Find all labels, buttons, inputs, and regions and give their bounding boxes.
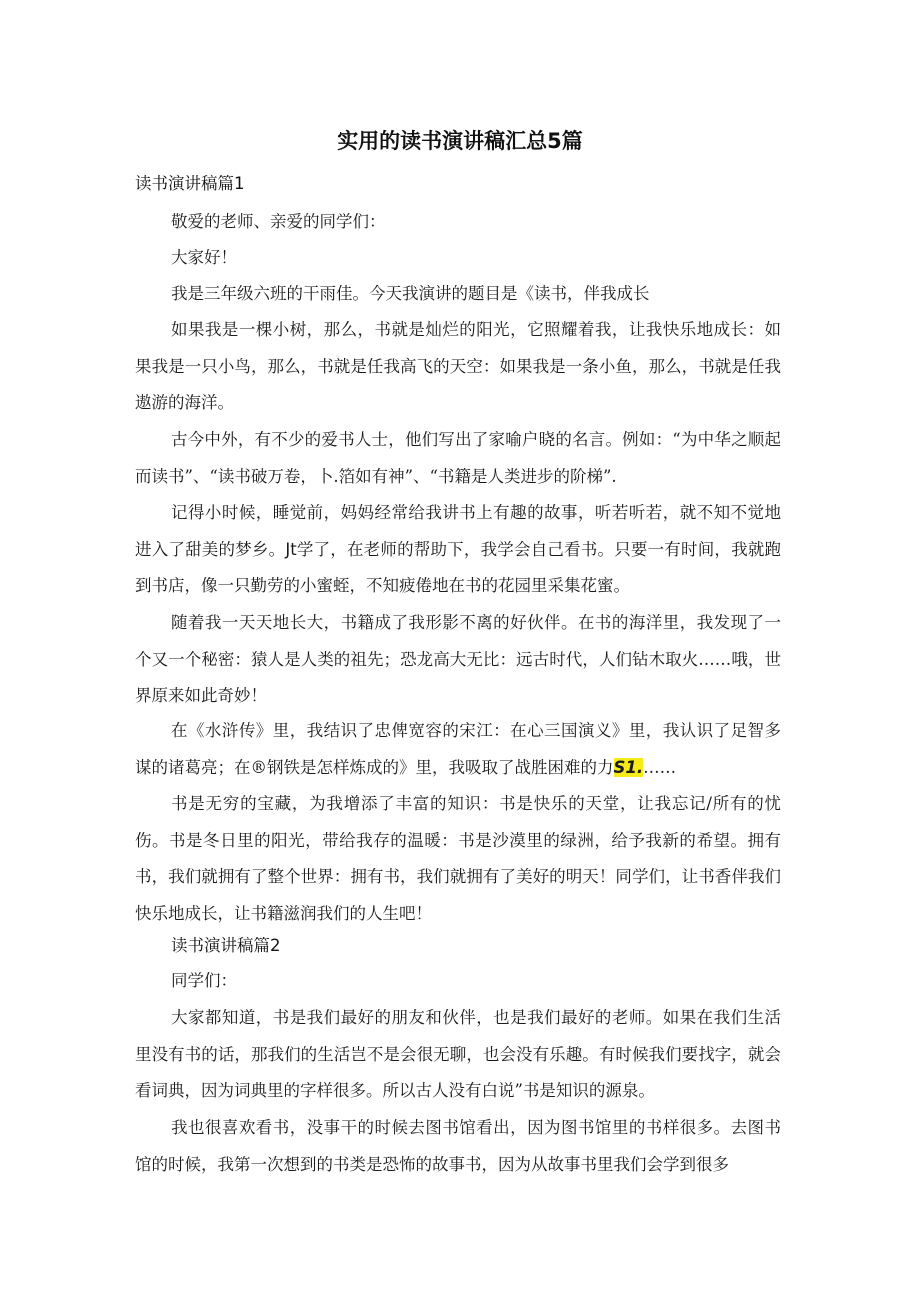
paragraph — [135, 495, 781, 605]
paragraph: 敬爱的老师、亲爱的同学们： — [171, 212, 386, 231]
jt-text: Jt — [285, 539, 297, 559]
section-2-heading: 读书演讲稿篇2 — [171, 936, 281, 955]
paragraph: 古今中外，有不少的爱书人士，他们写出了家喻户晓的名言。例如：“为中华之顺起而读书”、“读书破万卷，卜.箔如有神”、“书籍是人类进步的阶梯”. — [135, 430, 781, 486]
paragraph: 书是无穷的宝藏，为我增添了丰富的知识：书是快乐的天堂，让我忘记/所有的忧伤。书是冬日里的阳光，带给我存的温暖：书是沙漠里的绿洲，给予我新的希望。拥有书，我们就拥有了整个世界：拥有书，我们就拥有了美好的明天！同学们，让书香伴我们快乐地成长，让书籍滋润我们的人生吧！ — [135, 794, 781, 923]
paragraph: 大家都知道，书是我们最好的朋友和伙伴，也是我们最好的老师。如果在我们生活里没有书的话，那我们的生活岂不是会很无聊，也会没有乐趣。有时候我们要找字，就会看词典，因为词典里的字样很多。所以古人没有白说”书是知识的源泉。 — [135, 1008, 781, 1101]
document-title: 实用的读书演讲稿汇总5篇 — [337, 129, 583, 153]
paragraph-text: 记得小时候，睡觉前，妈妈经常给我讲书上有趣的故事，听若听若，就不知不觉地进入了甜美的梦乡。 — [135, 503, 781, 559]
highlighted-text: S1. — [613, 757, 644, 777]
section-1-heading: 读书演讲稿篇1 — [135, 174, 245, 193]
paragraph: 同学们： — [171, 971, 237, 990]
paragraph-text: 在《水浒传》里，我结识了忠俾宽容的宋江：在心三国演义》里，我认识了足智多谋的诸葛亮；在®钢铁是怎样炼成的》里，我吸取了战胜困难的力 — [135, 721, 781, 777]
paragraph-text: 学了，在老师的帮助下，我学会自己看书。只要一有时间，我就跑到书店，像一只勤劳的小蜜蛭，不知疲倦地在书的花园里采集花蜜。 — [135, 539, 782, 596]
paragraph: 随着我一天天地长大，书籍成了我形影不离的好伙伴。在书的海洋里，我发现了一个又一个秘密：猿人是人类的祖先；恐龙高大无比：远古时代，人们钻木取火……哦，世界原来如此奇妙！ — [135, 613, 781, 706]
paragraph: 大家好！ — [171, 248, 237, 267]
paragraph: 我也很喜欢看书，没事干的时候去图书馆看出，因为图书馆里的书样很多。去图书馆的时候，我第一次想到的书类是恐怖的故事书，因为从故事书里我们会学到很多 — [135, 1118, 781, 1174]
paragraph: 我是三年级六班的干雨佳。今天我演讲的题目是《读书，伴我成长 — [171, 284, 650, 303]
paragraph: 如果我是一棵小树，那么，书就是灿烂的阳光，它照耀着我，让我快乐地成长：如果我是一只小鸟，那么，书就是任我高飞的天空：如果我是一条小鱼，那么，书就是任我遨游的海洋。 — [135, 320, 781, 413]
ellipsis-text: …… — [643, 757, 677, 777]
paragraph — [135, 713, 781, 786]
